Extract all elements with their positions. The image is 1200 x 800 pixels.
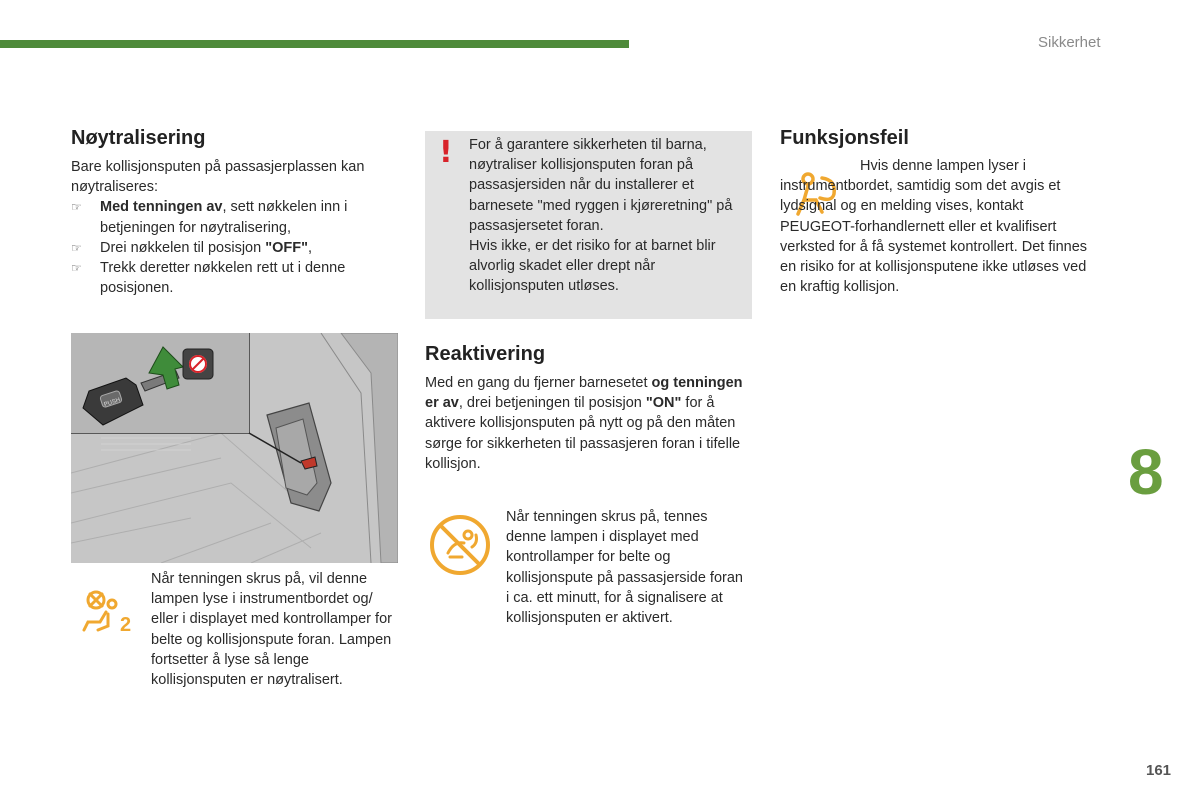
- warning-text: For å garantere sikkerheten til barna, nøytraliser kollisjonsputen foran på passasjersiden når du installerer et barnesete "med ryggen i kjøreretning" på passasjersetet foran. Hvis ikke, er det risiko for at barnet blir alvorlig skadet eller drept når kollisjonsputen utløses.: [469, 137, 733, 295]
- pointing-hand-icon: ☞: [71, 200, 82, 215]
- reaktivering-lamp-text: Når tenningen skrus på, tennes denne lampen i displayet med kontrollamper for belte og kollisjonspute på passasjerside foran i ca. ett minutt, for å signalisere at kollisjonsputen er aktivert.: [506, 509, 743, 627]
- chapter-number: 8: [1128, 436, 1164, 508]
- warning-box: [425, 131, 752, 319]
- svg-text:2: 2: [120, 614, 132, 636]
- airbag-off-lamp-icon: [78, 588, 134, 641]
- pointing-hand-icon: ☞: [71, 261, 82, 276]
- heading-reaktivering: Reaktivering: [425, 343, 546, 365]
- dashboard-illustration: [71, 333, 398, 563]
- list-item: ☞ Drei nøkkelen til posisjon "OFF",: [71, 238, 401, 258]
- noytralisering-text: [71, 157, 401, 298]
- noytralisering-steps: [71, 197, 401, 298]
- header-bar: [0, 40, 629, 48]
- list-item: ☞ Trekk deretter nøkkelen rett ut i denne posisjonen.: [71, 260, 346, 297]
- noytralisering-intro: Bare kollisjonsputen på passasjerplassen kan nøytraliseres:: [71, 159, 365, 196]
- section-title: Sikkerhet: [1038, 34, 1101, 51]
- page-number: 161: [1146, 762, 1172, 779]
- list-item: ☞ Med tenningen av, sett nøkkelen inn i betjeningen for nøytralisering,: [71, 199, 348, 236]
- funksjonsfeil-text: Hvis denne lampen lyser i instrumentbordet, samtidig som det avgis et lydsignal og en melding vises, kontakt PEUGEOT-forhandlernett eller et kvalifisert verksted for å få systemet kontrollert. Det finnes en risiko for at kollisjonsputene ikke utløses ved en kraftig kollisjon.: [780, 158, 1088, 296]
- heading-noytralisering: Nøytralisering: [71, 127, 206, 149]
- pointing-hand-icon: ☞: [71, 240, 82, 255]
- key-label: PUSH: [103, 397, 122, 409]
- exclamation-icon: !: [439, 135, 453, 170]
- heading-funksjonsfeil: Funksjonsfeil: [780, 127, 909, 149]
- airbag-switch-illustration: [71, 333, 398, 563]
- reaktivering-text: Med en gang du fjerner barnesetet og tenningen er av, drei betjeningen til posisjon "ON" for å aktivere kollisjonsputen på nytt og på den måten sørge for sikkerheten til passasjeren foran i tifelle kollisjon.: [425, 375, 743, 472]
- noytralisering-lamp-text: Når tenningen skrus på, vil denne lampen lyse i instrumentbordet og/ eller i displayet med kontrollamper for belte og kollisjonspute foran. Lampen fortsetter å lyse så lenge kollisjonsputen er nøytralisert.: [151, 571, 392, 689]
